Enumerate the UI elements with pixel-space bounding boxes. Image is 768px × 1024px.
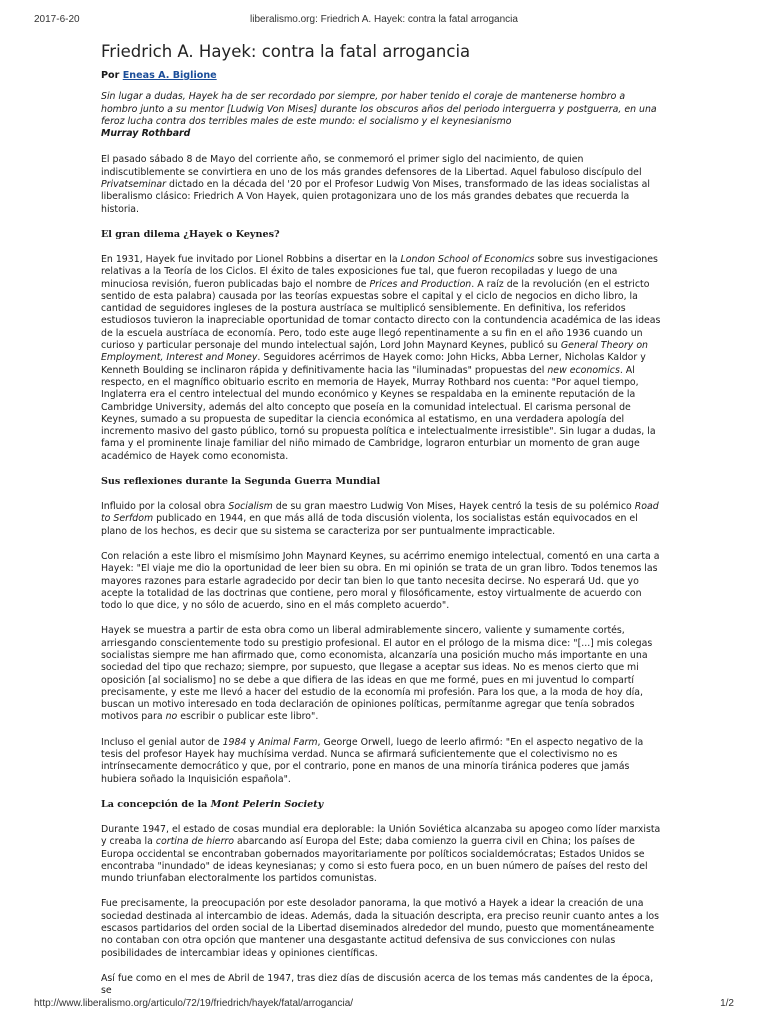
- author-link[interactable]: Eneas A. Biglione: [122, 70, 217, 81]
- body-paragraph: [101, 625, 661, 723]
- body-paragraph: [101, 824, 661, 885]
- emphasis-text: General Theory on Employment, Interest and Money: [101, 340, 649, 364]
- text-run: abarcando así Europa del Este; daba comienzo la guerra civil en China; los países de Europa occidental se encontraban gobernados mayoritariamente por políticos socialdemócratas; Estados Unidos se encontraba "inundado" de ideas keynesianas; y como si esto fuera poco, en un buen número de países del resto del mundo triunfaban electoralmente los partidos comunistas.: [101, 836, 648, 885]
- body-paragraph: [101, 254, 661, 463]
- section-heading-dilema: El gran dilema ¿Hayek o Keynes?: [101, 228, 280, 240]
- emphasis-text: cortina de hierro: [155, 836, 235, 848]
- text-run: publicado en 1944, en que más allá de toda discusión violenta, los socialistas están equivocados en el plano de los hechos, es decir que su sistema se caracteriza por ser puntualmente impracticable.: [101, 513, 638, 537]
- text-run: La concepción de la: [101, 798, 211, 810]
- intro-paragraph: [101, 154, 661, 215]
- text-run: En 1931, Hayek fue invitado por Lionel Robbins a disertar en la: [101, 253, 401, 265]
- text-run: sobre sus investigaciones relativas a la Teoría de los Ciclos. El éxito de tales exposiciones fue tal, que fueron recopiladas y luego de una minuciosa revisión, fueron publicadas bajo el nombre de: [101, 253, 658, 290]
- epigraph-quote: Sin lugar a dudas, Hayek ha de ser recordado por siempre, por haber tenido el coraje de mantenerse hombro a hombro junto a su mentor [Ludwig Von Mises] durante los obscuros años del periodo interguerra y postguerra, en una feroz lucha contra dos terribles males de este mundo: el socialismo y el keynesianismo: [101, 91, 657, 127]
- emphasis-text: Privatseminar: [101, 179, 167, 191]
- body-paragraph: [101, 737, 661, 786]
- body-paragraph: [101, 501, 661, 538]
- text-run: . Seguidores acérrimos de Hayek como: John Hicks, Abba Lerner, Nicholas Kaldor y Kenneth Boulding se inclinaron rápida y definitivamente hacia las "iluminadas" propuestas del: [101, 352, 646, 376]
- byline-prefix: Por: [101, 70, 123, 81]
- text-run: de su gran maestro Ludwig Von Mises, Hayek centró la tesis de su polémico: [272, 501, 635, 513]
- emphasis-text: London School of Economics: [400, 253, 535, 265]
- print-footer: [34, 998, 734, 1014]
- emphasis-text: Socialism: [228, 501, 273, 513]
- text-run: Durante 1947, el estado de cosas mundial era deplorable: la Unión Soviética alcanzaba su apogeo como líder marxista y creaba la: [101, 823, 661, 848]
- text-run: escribir o publicar este libro".: [177, 711, 319, 723]
- text-run: dictado en la década del '20 por el Profesor Ludwig Von Mises, transformado de las ideas socialistas al liberalismo clásico: Friedrich A Von Hayek, quien protagonizara uno de los más grandes debates que recuerda la historia.: [101, 179, 650, 215]
- text-run: El pasado sábado 8 de Mayo del corriente año, se conmemoró el primer siglo del nacimiento, de quien indiscutiblemente se convirtiera en uno de los más grandes defensores de la Libertad. Aquel fabuloso discípulo del: [101, 154, 642, 178]
- text-run: y: [246, 736, 258, 748]
- article: [101, 42, 661, 1011]
- section-heading-guerra: Sus reflexiones durante la Segunda Guerra Mundial: [101, 476, 381, 488]
- emphasis-text: Prices and Production: [369, 278, 472, 290]
- print-url: http://www.liberalismo.org/articulo/72/19/friedrich/hayek/fatal/arrogancia/: [34, 998, 354, 1009]
- page-number: 1/2: [720, 998, 734, 1009]
- text-run: . A raíz de la revolución (en el estricto sentido de esta palabra) causada por las teorías expuestas sobre el capital y el ciclo de negocios en dicho libro, la cantidad de seguidores ingleses de la postura austríaca se multiplicó sensiblemente. En definitiva, los referidos estudiosos tuvieron la inapreciable oportunidad de tomar contacto directo con la contundencia académica de las ideas de la escuela austríaca de economía. Pero, todo este auge llegó repentinamente a su fin en el año 1936 cuando un curioso y particular personaje del mundo intelectual sajón, Lord John Maynard Keynes, publicó su: [101, 278, 661, 352]
- print-header: [34, 14, 734, 30]
- emphasis-text: no: [165, 711, 178, 723]
- byline: [101, 70, 661, 82]
- body-paragraph: Con relación a este libro el mismísimo John Maynard Keynes, su acérrimo enemigo intelectual, comentó en una carta a Hayek: "El viaje me dio la oportunidad de leer bien su obra. En mi opinión se trata de un gran libro. Todos tenemos las mayores razones para estarle agradecido por decir tan bien lo que tanto necesita decirse. No esperará Ud. que yo acepte la totalidad de las doctrinas que contiene, pero moral y filosóficamente, estoy virtualmente de acuerdo con todo lo que dice, y no sólo de acuerdo, sino en el más completo acuerdo".: [101, 550, 660, 612]
- body-paragraph: Fue precisamente, la preocupación por este desolador panorama, la que motivó a Hayek a idear la creación de una sociedad destinada al intercambio de ideas. Además, dada la situación descripta, era preciso reunir cuanto antes a los escasos partidarios del orden social de la Libertad diseminados alrededor del mundo, puesto que momentáneamente no contaban con otra opción que mantener una desgastante actitud defensiva de sus convicciones con nulas posibilidades de intercambiar ideas y opiniones científicas.: [101, 898, 660, 959]
- section-heading-mont-pelerin: [101, 799, 661, 811]
- emphasis-text: new economics: [547, 364, 620, 376]
- text-run: Influido por la colosal obra: [101, 501, 229, 513]
- print-date: 2017-6-20: [34, 14, 80, 25]
- text-run: . Al respecto, en el magnífico obituario escrito en memoria de Hayek, Murray Rothbard nos cuenta: "Por aquel tiempo, Inglaterra era el centro intelectual del mundo económico y Keynes se respaldaba en la eminente reputación de la Cambridge University, además del alto concepto que poseía en la comunidad intelectual. El carisma personal de Keynes, sumado a su propuesta de supeditar la ciencia económica al estatismo, en una verdadera apología del incremento masivo del gasto público, tornó su propuesta política e intelectualmente irresistible". Sin lugar a dudas, la fama y el prominente linaje familiar del niño mimado de Cambridge, lograron enturbiar un momento de gran auge académico de Hayek como economista.: [101, 364, 656, 462]
- text-run: Incluso el genial autor de: [101, 736, 223, 748]
- emphasis-text: Mont Pelerin Society: [210, 798, 324, 810]
- text-run: , George Orwell, luego de leerlo afirmó: "En el aspecto negativo de la tesis del profesor Hayek hay muchísima verdad. Nunca se afirmará suficientemente que el colectivismo no es intrínsecamente democrático y que, por el contrario, pone en manos de una minoría tiránica poderes que jamás hubiera soñado la Inquisición española".: [101, 736, 644, 785]
- print-page-title: liberalismo.org: Friedrich A. Hayek: contra la fatal arrogancia: [250, 14, 518, 25]
- emphasis-text: Animal Farm: [257, 736, 318, 748]
- article-title: Friedrich A. Hayek: contra la fatal arrogancia: [101, 42, 471, 61]
- epigraph-author: Murray Rothbard: [101, 128, 191, 140]
- emphasis-text: Road to Serfdom: [101, 501, 659, 525]
- emphasis-text: 1984: [222, 736, 247, 748]
- body-paragraph: Así fue como en el mes de Abril de 1947, tras diez días de discusión acerca de los temas más candentes de la época, se: [101, 972, 654, 997]
- text-run: Hayek se muestra a partir de esta obra como un liberal admirablemente sincero, valiente y sumamente cortés, arriesgando conscientemente todo su prestigio profesional. El autor en el prólogo de la misma dice: "[...] mis colegas socialistas siempre me han afirmado que, como economista, alcanzaría una posición mucho más importante en una sociedad del tipo que rechazo; siempre, por supuesto, que llegase a aceptar sus ideas. No es menos cierto que mi oposición [al socialismo] no se debe a que difiera de las ideas en que me formé, pues en mi juventud lo compartí precisamente, y este me llevó a hacer del estudio de la economía mi profesión. Para los que, a la moda de hoy día, buscan un motivo interesado en toda declaración de opiniones políticas, permítanme agregar que tenía sobrados motivos para: [101, 625, 653, 723]
